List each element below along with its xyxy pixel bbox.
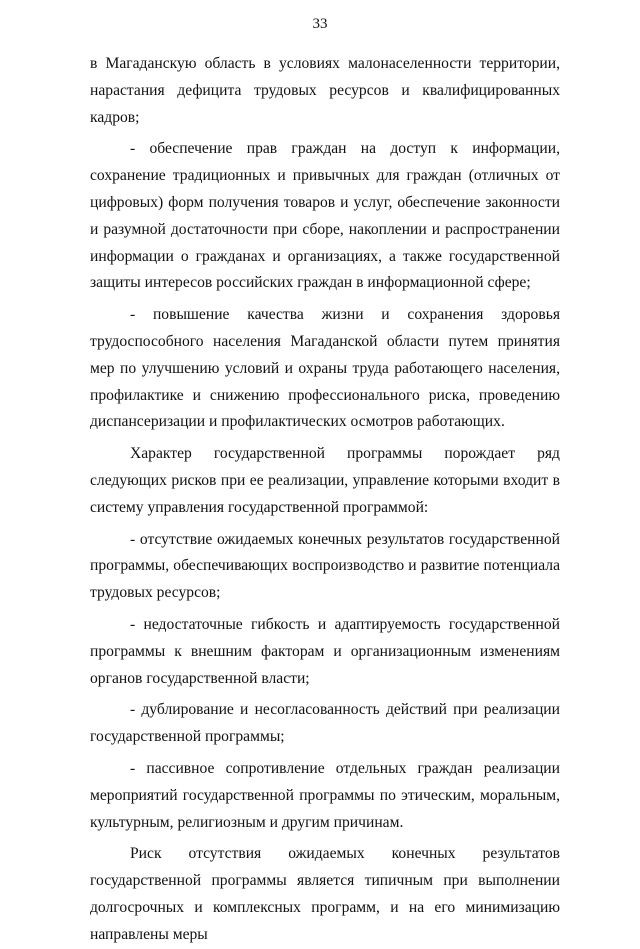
paragraph-9: Риск отсутствия ожидаемых конечных результатов государственной программы является типичным при выполнении долгосрочных и комплексных программ, и на его минимизацию направлены меры xyxy=(90,845,560,943)
page-number: 33 xyxy=(312,16,328,32)
paragraph-2: - обеспечение прав граждан на доступ к информации, сохранение традиционных и привычных для граждан (отличных от цифровых) форм получения товаров и услуг, обеспечение законности и разумной достаточности при сборе, накоплении и распространении информации о гражданах и организациях, а также государственной защиты интересов российских граждан в информационной сфере; xyxy=(90,140,560,292)
document-body xyxy=(90,51,560,949)
paragraph-4: Характер государственной программы порождает ряд следующих рисков при ее реализации, управление которыми входит в систему управления государственной программой: xyxy=(90,445,560,516)
paragraph-6: - недостаточные гибкость и адаптируемость государственной программы к внешним факторам и организационным изменениям органов государственной власти; xyxy=(90,615,560,687)
paragraph-1: в Магаданскую область в условиях малонаселенности территории, нарастания дефицита трудовых ресурсов и квалифицированных кадров; xyxy=(90,55,560,126)
paragraph-5: - отсутствие ожидаемых конечных результатов государственной программы, обеспечивающих воспроизводство и развитие потенциала трудовых ресурсов; xyxy=(90,530,560,602)
paragraph-3: - повышение качества жизни и сохранения здоровья трудоспособного населения Магаданской области путем принятия мер по улучшению условий и охраны труда работающего населения, профилактике и снижению профессионального риска, проведению диспансеризации и профилактических осмотров работающих. xyxy=(90,306,560,431)
paragraph-8: - пассивное сопротивление отдельных граждан реализации мероприятий государственной программы по этическим, моральным, культурным, религиозным и другим причинам. xyxy=(90,759,560,831)
paragraph-7: - дублирование и несогласованность действий при реализации государственной программы; xyxy=(90,701,560,746)
